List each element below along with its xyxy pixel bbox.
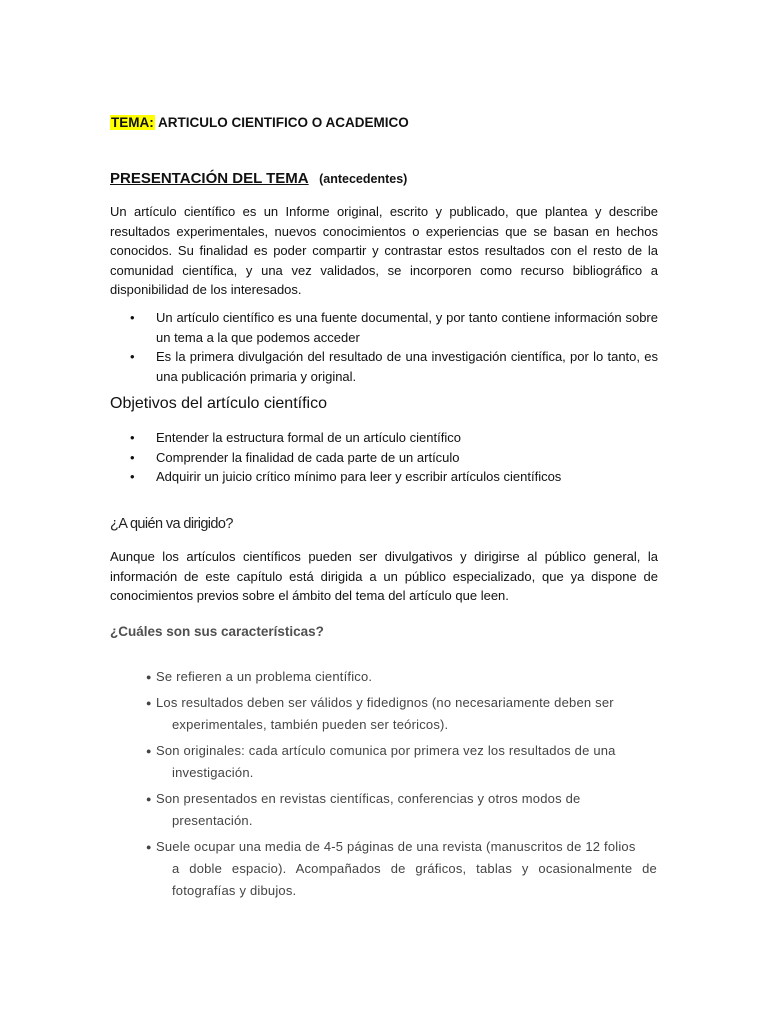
list-item: [146, 740, 657, 784]
bullet-icon: ●: [146, 794, 152, 804]
bullet-icon: ●: [146, 842, 152, 852]
list-item-continuation: a doble espacio). Acompañados de gráficos, tablas y ocasionalmente de fotografías y dibujos.: [172, 861, 657, 898]
topic-title: ARTICULO CIENTIFICO O ACADEMICO: [158, 115, 409, 130]
list-item-text: Adquirir un juicio crítico mínimo para leer y escribir artículos científicos: [156, 469, 562, 484]
list-item-text: Comprender la finalidad de cada parte de un artículo: [156, 449, 460, 465]
audience-title: ¿A quién va dirigido?: [110, 516, 233, 532]
presentation-paragraph: Un artículo científico es un Informe original, escrito y publicado, que plantea y describe resultados experimentales, nuevos conocimientos o experiencias que se basan en hechos conocidos. Su finalidad es poder compartir y contrastar estos resultados con el resto de la comunidad científica, y una vez validados, se incorporen como recurso bibliográfico a disponibilidad de los interesados.: [110, 204, 658, 297]
list-item: [146, 836, 657, 902]
list-item-text: Se refieren a un problema científico.: [156, 669, 373, 684]
presentation-heading: [110, 170, 407, 188]
bullet-icon: •: [130, 310, 135, 325]
list-item-text: Suele ocupar una media de 4-5 páginas de una revista (manuscritos de 12 folios: [156, 839, 636, 854]
objectives-title: Objetivos del artículo científico: [110, 395, 327, 412]
list-item-text: Son originales: cada artículo comunica por primera vez los resultados de una: [156, 743, 616, 758]
characteristics-list: [146, 666, 657, 906]
list-item: [130, 448, 658, 468]
objectives-bullet-list: [130, 428, 658, 487]
bullet-icon: ●: [146, 698, 152, 708]
list-item: [130, 347, 658, 386]
bullet-icon: •: [130, 469, 135, 484]
list-item-continuation: investigación.: [172, 765, 254, 780]
list-item-text: Un artículo científico es una fuente documental, y por tanto contiene información sobre un tema a la que podemos acceder: [156, 310, 658, 345]
list-item-continuation: presentación.: [172, 813, 253, 828]
characteristics-title: ¿Cuáles son sus características?: [110, 624, 324, 639]
list-item: [146, 692, 657, 736]
bullet-icon: ●: [146, 746, 152, 756]
list-item-text: Son presentados en revistas científicas, conferencias y otros modos de: [156, 791, 581, 806]
list-item: [130, 428, 658, 448]
topic-label: TEMA:: [111, 115, 154, 130]
list-item-text: Es la primera divulgación del resultado de una investigación científica, por lo tanto, es una publicación primaria y original.: [156, 349, 658, 384]
list-item: [146, 666, 657, 688]
audience-paragraph: Aunque los artículos científicos pueden ser divulgativos y dirigirse al público general, la información de este capítulo está dirigida a un público especializado, que ya dispone de conocimientos previos sobre el ámbito del tema del artículo que leen.: [110, 549, 658, 603]
bullet-icon: ●: [146, 672, 152, 682]
list-item: [130, 308, 658, 347]
list-item-text: Los resultados deben ser válidos y fidedignos (no necesariamente deben ser: [156, 695, 614, 710]
presentation-bullet-list: [130, 308, 658, 386]
topic-heading: [110, 115, 409, 130]
list-item: [130, 467, 658, 487]
list-item-text: Entender la estructura formal de un artículo científico: [156, 430, 461, 445]
list-item-continuation: experimentales, también pueden ser teóricos).: [172, 717, 449, 732]
presentation-title: PRESENTACIÓN DEL TEMA: [110, 170, 309, 187]
list-item: [146, 788, 657, 832]
presentation-subtitle: (antecedentes): [319, 172, 408, 186]
bullet-icon: •: [130, 449, 135, 465]
bullet-icon: •: [130, 349, 135, 364]
bullet-icon: •: [130, 430, 135, 445]
